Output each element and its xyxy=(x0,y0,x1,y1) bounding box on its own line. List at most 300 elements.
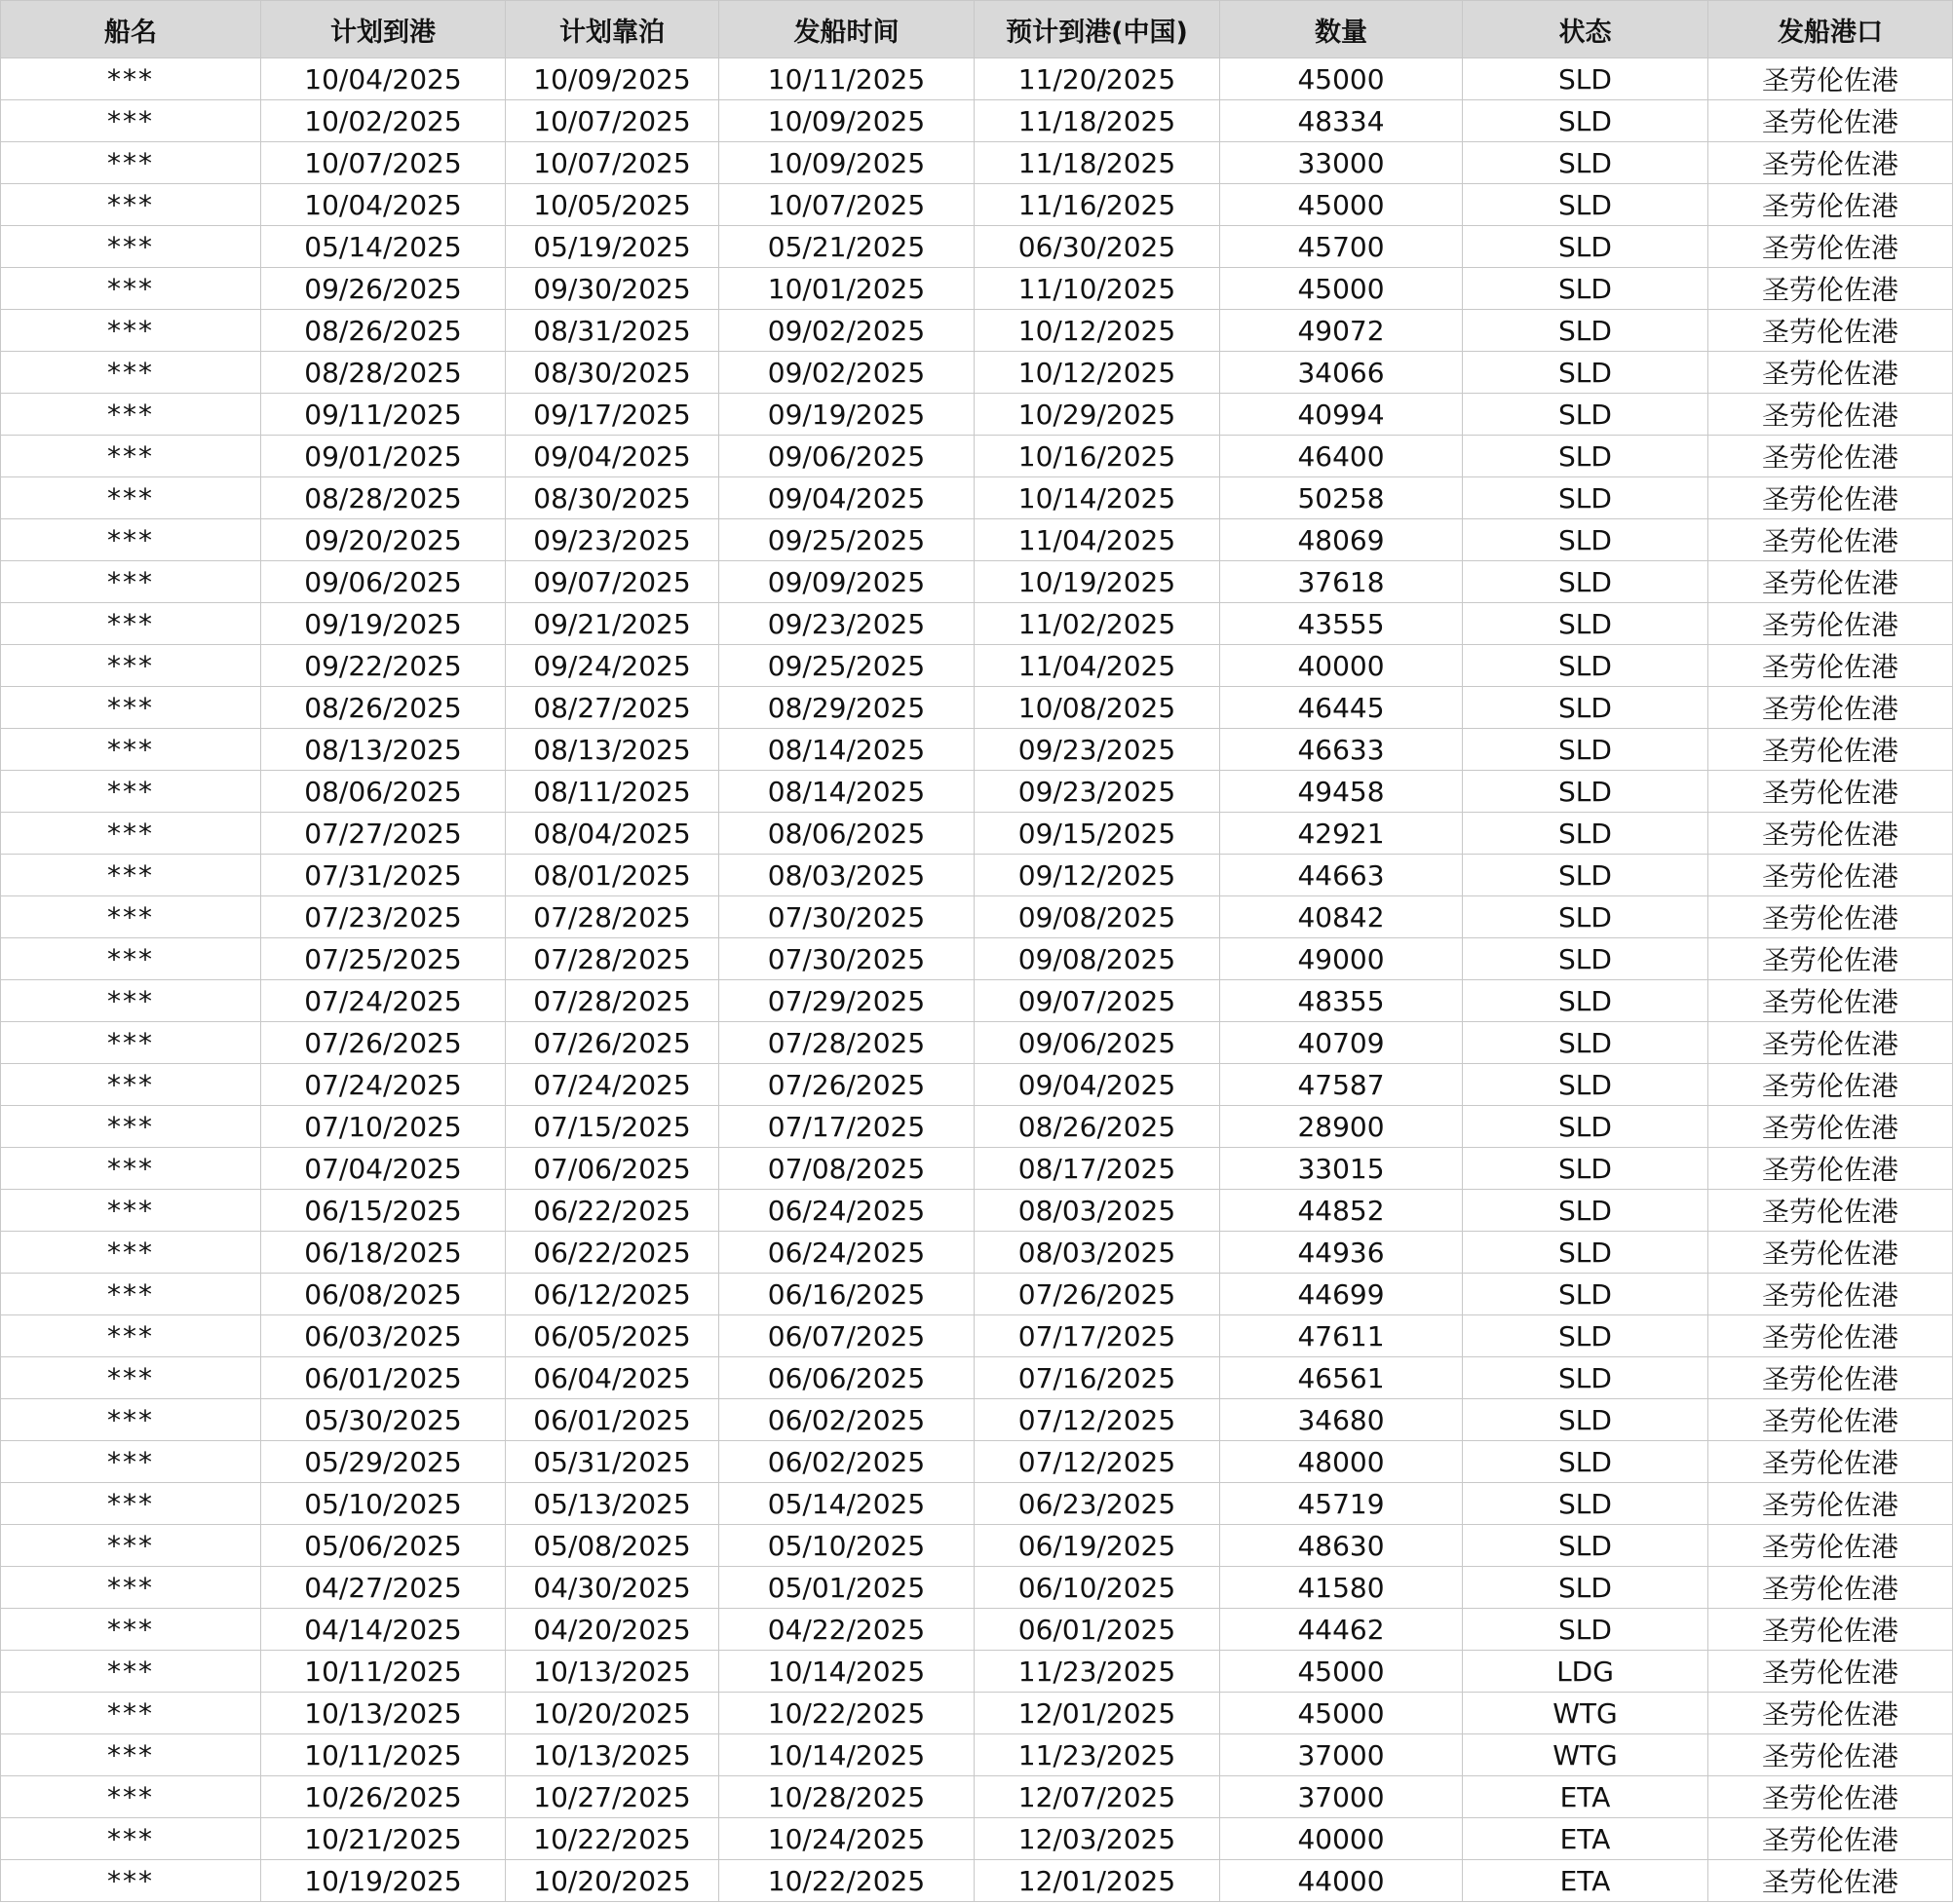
cell-eta-china: 06/10/2025 xyxy=(975,1567,1220,1609)
cell-departure-time: 10/11/2025 xyxy=(719,58,975,100)
cell-ship-name: *** xyxy=(1,645,261,687)
cell-planned-arrival: 05/30/2025 xyxy=(261,1399,506,1441)
cell-planned-arrival: 09/19/2025 xyxy=(261,603,506,645)
header-ship-name: 船名 xyxy=(1,1,261,58)
table-row xyxy=(1,1357,1953,1399)
cell-ship-name: *** xyxy=(1,1860,261,1902)
cell-planned-berth: 06/05/2025 xyxy=(506,1315,719,1357)
cell-planned-arrival: 06/08/2025 xyxy=(261,1274,506,1315)
cell-departure-port: 圣劳伦佐港 xyxy=(1708,561,1953,603)
cell-quantity: 45000 xyxy=(1220,1651,1463,1693)
cell-eta-china: 08/26/2025 xyxy=(975,1106,1220,1148)
cell-planned-arrival: 09/01/2025 xyxy=(261,436,506,477)
cell-ship-name: *** xyxy=(1,1441,261,1483)
cell-departure-time: 09/02/2025 xyxy=(719,310,975,352)
cell-status: SLD xyxy=(1463,142,1708,184)
cell-planned-berth: 05/08/2025 xyxy=(506,1525,719,1567)
table-row xyxy=(1,1274,1953,1315)
cell-status: SLD xyxy=(1463,519,1708,561)
table-row xyxy=(1,645,1953,687)
cell-quantity: 45000 xyxy=(1220,1693,1463,1734)
cell-planned-arrival: 07/04/2025 xyxy=(261,1148,506,1190)
cell-departure-time: 10/09/2025 xyxy=(719,100,975,142)
cell-departure-port: 圣劳伦佐港 xyxy=(1708,1818,1953,1860)
cell-planned-arrival: 08/13/2025 xyxy=(261,729,506,771)
cell-planned-arrival: 06/18/2025 xyxy=(261,1232,506,1274)
cell-ship-name: *** xyxy=(1,896,261,938)
cell-status: SLD xyxy=(1463,1609,1708,1651)
cell-planned-berth: 10/22/2025 xyxy=(506,1818,719,1860)
cell-planned-berth: 07/28/2025 xyxy=(506,980,719,1022)
table-row xyxy=(1,1818,1953,1860)
table-row xyxy=(1,352,1953,394)
cell-quantity: 34066 xyxy=(1220,352,1463,394)
cell-departure-port: 圣劳伦佐港 xyxy=(1708,1776,1953,1818)
cell-departure-port: 圣劳伦佐港 xyxy=(1708,1567,1953,1609)
cell-planned-berth: 07/28/2025 xyxy=(506,896,719,938)
cell-quantity: 48000 xyxy=(1220,1441,1463,1483)
cell-quantity: 48069 xyxy=(1220,519,1463,561)
cell-planned-arrival: 08/28/2025 xyxy=(261,352,506,394)
cell-status: SLD xyxy=(1463,1190,1708,1232)
cell-planned-berth: 09/21/2025 xyxy=(506,603,719,645)
cell-quantity: 48630 xyxy=(1220,1525,1463,1567)
cell-departure-port: 圣劳伦佐港 xyxy=(1708,1693,1953,1734)
cell-status: LDG xyxy=(1463,1651,1708,1693)
table-row xyxy=(1,980,1953,1022)
cell-planned-arrival: 08/26/2025 xyxy=(261,687,506,729)
cell-ship-name: *** xyxy=(1,1483,261,1525)
cell-status: SLD xyxy=(1463,394,1708,436)
cell-ship-name: *** xyxy=(1,1315,261,1357)
cell-ship-name: *** xyxy=(1,394,261,436)
cell-status: SLD xyxy=(1463,1525,1708,1567)
cell-status: SLD xyxy=(1463,1022,1708,1064)
cell-ship-name: *** xyxy=(1,938,261,980)
cell-departure-time: 10/01/2025 xyxy=(719,268,975,310)
cell-departure-port: 圣劳伦佐港 xyxy=(1708,855,1953,896)
cell-planned-arrival: 04/14/2025 xyxy=(261,1609,506,1651)
cell-ship-name: *** xyxy=(1,1399,261,1441)
cell-departure-time: 06/16/2025 xyxy=(719,1274,975,1315)
cell-departure-port: 圣劳伦佐港 xyxy=(1708,1525,1953,1567)
cell-eta-china: 09/23/2025 xyxy=(975,729,1220,771)
cell-eta-china: 11/18/2025 xyxy=(975,142,1220,184)
cell-status: SLD xyxy=(1463,226,1708,268)
cell-eta-china: 11/20/2025 xyxy=(975,58,1220,100)
cell-eta-china: 09/07/2025 xyxy=(975,980,1220,1022)
cell-eta-china: 12/03/2025 xyxy=(975,1818,1220,1860)
cell-departure-time: 07/30/2025 xyxy=(719,938,975,980)
cell-planned-berth: 07/26/2025 xyxy=(506,1022,719,1064)
table-row xyxy=(1,1399,1953,1441)
table-row xyxy=(1,1232,1953,1274)
cell-planned-arrival: 07/24/2025 xyxy=(261,1064,506,1106)
cell-planned-berth: 10/20/2025 xyxy=(506,1693,719,1734)
cell-planned-arrival: 09/26/2025 xyxy=(261,268,506,310)
cell-eta-china: 11/23/2025 xyxy=(975,1651,1220,1693)
cell-planned-berth: 07/06/2025 xyxy=(506,1148,719,1190)
cell-planned-arrival: 09/06/2025 xyxy=(261,561,506,603)
cell-eta-china: 12/01/2025 xyxy=(975,1693,1220,1734)
table-row xyxy=(1,1190,1953,1232)
cell-departure-port: 圣劳伦佐港 xyxy=(1708,142,1953,184)
table-row xyxy=(1,1064,1953,1106)
cell-status: SLD xyxy=(1463,1148,1708,1190)
cell-departure-port: 圣劳伦佐港 xyxy=(1708,184,1953,226)
cell-departure-port: 圣劳伦佐港 xyxy=(1708,687,1953,729)
cell-departure-time: 10/07/2025 xyxy=(719,184,975,226)
cell-quantity: 45700 xyxy=(1220,226,1463,268)
cell-eta-china: 10/16/2025 xyxy=(975,436,1220,477)
cell-departure-port: 圣劳伦佐港 xyxy=(1708,771,1953,813)
cell-departure-time: 06/07/2025 xyxy=(719,1315,975,1357)
cell-eta-china: 11/23/2025 xyxy=(975,1734,1220,1776)
cell-departure-time: 05/01/2025 xyxy=(719,1567,975,1609)
cell-status: SLD xyxy=(1463,1274,1708,1315)
cell-departure-port: 圣劳伦佐港 xyxy=(1708,729,1953,771)
cell-quantity: 48355 xyxy=(1220,980,1463,1022)
cell-eta-china: 07/12/2025 xyxy=(975,1441,1220,1483)
cell-planned-arrival: 06/03/2025 xyxy=(261,1315,506,1357)
cell-quantity: 45719 xyxy=(1220,1483,1463,1525)
cell-quantity: 41580 xyxy=(1220,1567,1463,1609)
cell-eta-china: 09/23/2025 xyxy=(975,771,1220,813)
table-row xyxy=(1,1776,1953,1818)
table-row xyxy=(1,896,1953,938)
cell-planned-berth: 10/27/2025 xyxy=(506,1776,719,1818)
cell-departure-time: 05/14/2025 xyxy=(719,1483,975,1525)
table-row xyxy=(1,226,1953,268)
cell-eta-china: 11/16/2025 xyxy=(975,184,1220,226)
header-eta-china: 预计到港(中国) xyxy=(975,1,1220,58)
cell-ship-name: *** xyxy=(1,184,261,226)
cell-quantity: 40842 xyxy=(1220,896,1463,938)
table-row xyxy=(1,771,1953,813)
cell-planned-berth: 08/01/2025 xyxy=(506,855,719,896)
cell-planned-berth: 06/12/2025 xyxy=(506,1274,719,1315)
cell-quantity: 40000 xyxy=(1220,1818,1463,1860)
cell-status: SLD xyxy=(1463,1441,1708,1483)
table-row xyxy=(1,1609,1953,1651)
cell-eta-china: 06/23/2025 xyxy=(975,1483,1220,1525)
cell-quantity: 43555 xyxy=(1220,603,1463,645)
cell-planned-berth: 06/22/2025 xyxy=(506,1190,719,1232)
cell-departure-time: 06/24/2025 xyxy=(719,1190,975,1232)
cell-quantity: 44852 xyxy=(1220,1190,1463,1232)
table-row xyxy=(1,519,1953,561)
cell-eta-china: 07/17/2025 xyxy=(975,1315,1220,1357)
table-row xyxy=(1,1441,1953,1483)
cell-eta-china: 09/08/2025 xyxy=(975,896,1220,938)
cell-planned-arrival: 07/24/2025 xyxy=(261,980,506,1022)
cell-status: SLD xyxy=(1463,603,1708,645)
table-row xyxy=(1,1315,1953,1357)
cell-planned-berth: 07/24/2025 xyxy=(506,1064,719,1106)
table-row xyxy=(1,813,1953,855)
cell-quantity: 40709 xyxy=(1220,1022,1463,1064)
cell-eta-china: 11/04/2025 xyxy=(975,519,1220,561)
cell-planned-berth: 08/11/2025 xyxy=(506,771,719,813)
cell-departure-port: 圣劳伦佐港 xyxy=(1708,1022,1953,1064)
cell-departure-port: 圣劳伦佐港 xyxy=(1708,1651,1953,1693)
cell-ship-name: *** xyxy=(1,1734,261,1776)
cell-eta-china: 09/08/2025 xyxy=(975,938,1220,980)
cell-eta-china: 11/04/2025 xyxy=(975,645,1220,687)
cell-departure-port: 圣劳伦佐港 xyxy=(1708,1734,1953,1776)
cell-eta-china: 09/06/2025 xyxy=(975,1022,1220,1064)
cell-planned-berth: 08/27/2025 xyxy=(506,687,719,729)
table-row xyxy=(1,1651,1953,1693)
cell-departure-time: 04/22/2025 xyxy=(719,1609,975,1651)
cell-departure-time: 08/14/2025 xyxy=(719,771,975,813)
table-row xyxy=(1,729,1953,771)
cell-planned-arrival: 10/11/2025 xyxy=(261,1734,506,1776)
cell-departure-time: 06/06/2025 xyxy=(719,1357,975,1399)
cell-planned-berth: 10/20/2025 xyxy=(506,1860,719,1902)
cell-quantity: 46633 xyxy=(1220,729,1463,771)
cell-departure-time: 10/14/2025 xyxy=(719,1734,975,1776)
cell-departure-port: 圣劳伦佐港 xyxy=(1708,1483,1953,1525)
cell-departure-port: 圣劳伦佐港 xyxy=(1708,1357,1953,1399)
cell-planned-berth: 09/04/2025 xyxy=(506,436,719,477)
cell-planned-arrival: 09/20/2025 xyxy=(261,519,506,561)
table-row xyxy=(1,310,1953,352)
header-row xyxy=(1,1,1953,58)
cell-eta-china: 10/12/2025 xyxy=(975,310,1220,352)
cell-status: SLD xyxy=(1463,855,1708,896)
cell-planned-berth: 10/07/2025 xyxy=(506,100,719,142)
cell-planned-arrival: 08/28/2025 xyxy=(261,477,506,519)
table-row xyxy=(1,1525,1953,1567)
cell-status: SLD xyxy=(1463,1567,1708,1609)
cell-departure-port: 圣劳伦佐港 xyxy=(1708,1064,1953,1106)
cell-quantity: 46400 xyxy=(1220,436,1463,477)
cell-status: SLD xyxy=(1463,268,1708,310)
cell-ship-name: *** xyxy=(1,1148,261,1190)
cell-quantity: 40000 xyxy=(1220,645,1463,687)
cell-ship-name: *** xyxy=(1,813,261,855)
cell-planned-arrival: 10/02/2025 xyxy=(261,100,506,142)
cell-planned-arrival: 05/29/2025 xyxy=(261,1441,506,1483)
cell-departure-time: 10/22/2025 xyxy=(719,1860,975,1902)
cell-eta-china: 10/19/2025 xyxy=(975,561,1220,603)
cell-departure-port: 圣劳伦佐港 xyxy=(1708,813,1953,855)
cell-ship-name: *** xyxy=(1,1064,261,1106)
cell-status: SLD xyxy=(1463,1232,1708,1274)
cell-status: WTG xyxy=(1463,1734,1708,1776)
cell-ship-name: *** xyxy=(1,519,261,561)
cell-departure-time: 05/10/2025 xyxy=(719,1525,975,1567)
cell-departure-time: 10/09/2025 xyxy=(719,142,975,184)
cell-quantity: 34680 xyxy=(1220,1399,1463,1441)
header-planned-berth: 计划靠泊 xyxy=(506,1,719,58)
cell-ship-name: *** xyxy=(1,980,261,1022)
cell-ship-name: *** xyxy=(1,687,261,729)
table-row xyxy=(1,938,1953,980)
cell-quantity: 47587 xyxy=(1220,1064,1463,1106)
cell-departure-port: 圣劳伦佐港 xyxy=(1708,1232,1953,1274)
table-row xyxy=(1,436,1953,477)
table-row xyxy=(1,268,1953,310)
cell-departure-port: 圣劳伦佐港 xyxy=(1708,896,1953,938)
cell-status: SLD xyxy=(1463,687,1708,729)
cell-quantity: 48334 xyxy=(1220,100,1463,142)
cell-eta-china: 12/07/2025 xyxy=(975,1776,1220,1818)
cell-status: SLD xyxy=(1463,729,1708,771)
cell-departure-port: 圣劳伦佐港 xyxy=(1708,1106,1953,1148)
cell-quantity: 47611 xyxy=(1220,1315,1463,1357)
cell-ship-name: *** xyxy=(1,1609,261,1651)
cell-planned-arrival: 05/10/2025 xyxy=(261,1483,506,1525)
cell-departure-port: 圣劳伦佐港 xyxy=(1708,436,1953,477)
cell-departure-time: 07/29/2025 xyxy=(719,980,975,1022)
cell-status: SLD xyxy=(1463,1064,1708,1106)
cell-status: SLD xyxy=(1463,58,1708,100)
cell-planned-berth: 08/13/2025 xyxy=(506,729,719,771)
cell-eta-china: 12/01/2025 xyxy=(975,1860,1220,1902)
cell-planned-arrival: 07/27/2025 xyxy=(261,813,506,855)
cell-eta-china: 08/03/2025 xyxy=(975,1190,1220,1232)
cell-ship-name: *** xyxy=(1,58,261,100)
cell-departure-time: 10/28/2025 xyxy=(719,1776,975,1818)
cell-planned-arrival: 07/31/2025 xyxy=(261,855,506,896)
cell-eta-china: 08/17/2025 xyxy=(975,1148,1220,1190)
cell-quantity: 45000 xyxy=(1220,184,1463,226)
cell-departure-time: 08/29/2025 xyxy=(719,687,975,729)
cell-ship-name: *** xyxy=(1,1818,261,1860)
cell-departure-time: 08/03/2025 xyxy=(719,855,975,896)
cell-departure-port: 圣劳伦佐港 xyxy=(1708,1609,1953,1651)
cell-departure-time: 07/28/2025 xyxy=(719,1022,975,1064)
cell-planned-berth: 09/24/2025 xyxy=(506,645,719,687)
cell-planned-berth: 10/07/2025 xyxy=(506,142,719,184)
header-departure-time: 发船时间 xyxy=(719,1,975,58)
header-status: 状态 xyxy=(1463,1,1708,58)
cell-departure-time: 09/19/2025 xyxy=(719,394,975,436)
cell-ship-name: *** xyxy=(1,561,261,603)
cell-planned-berth: 09/07/2025 xyxy=(506,561,719,603)
cell-departure-time: 05/21/2025 xyxy=(719,226,975,268)
table-row xyxy=(1,100,1953,142)
cell-planned-arrival: 08/26/2025 xyxy=(261,310,506,352)
cell-status: SLD xyxy=(1463,1106,1708,1148)
cell-status: SLD xyxy=(1463,645,1708,687)
cell-departure-time: 09/25/2025 xyxy=(719,645,975,687)
cell-ship-name: *** xyxy=(1,1190,261,1232)
table-row xyxy=(1,394,1953,436)
cell-quantity: 50258 xyxy=(1220,477,1463,519)
cell-eta-china: 10/08/2025 xyxy=(975,687,1220,729)
cell-planned-berth: 08/30/2025 xyxy=(506,477,719,519)
cell-status: SLD xyxy=(1463,561,1708,603)
cell-ship-name: *** xyxy=(1,268,261,310)
cell-planned-berth: 10/05/2025 xyxy=(506,184,719,226)
cell-departure-time: 08/06/2025 xyxy=(719,813,975,855)
cell-planned-berth: 04/20/2025 xyxy=(506,1609,719,1651)
cell-departure-time: 07/26/2025 xyxy=(719,1064,975,1106)
table-row xyxy=(1,603,1953,645)
cell-departure-port: 圣劳伦佐港 xyxy=(1708,226,1953,268)
cell-planned-arrival: 10/11/2025 xyxy=(261,1651,506,1693)
cell-planned-berth: 09/17/2025 xyxy=(506,394,719,436)
cell-quantity: 44699 xyxy=(1220,1274,1463,1315)
cell-quantity: 49000 xyxy=(1220,938,1463,980)
cell-status: SLD xyxy=(1463,1483,1708,1525)
table-row xyxy=(1,855,1953,896)
cell-departure-time: 10/14/2025 xyxy=(719,1651,975,1693)
cell-planned-berth: 08/30/2025 xyxy=(506,352,719,394)
cell-planned-arrival: 07/25/2025 xyxy=(261,938,506,980)
cell-quantity: 46445 xyxy=(1220,687,1463,729)
table-row xyxy=(1,142,1953,184)
cell-ship-name: *** xyxy=(1,142,261,184)
cell-quantity: 37000 xyxy=(1220,1776,1463,1818)
cell-status: SLD xyxy=(1463,813,1708,855)
cell-quantity: 44462 xyxy=(1220,1609,1463,1651)
cell-departure-time: 07/30/2025 xyxy=(719,896,975,938)
cell-quantity: 46561 xyxy=(1220,1357,1463,1399)
cell-status: SLD xyxy=(1463,1357,1708,1399)
header-planned-arrival: 计划到港 xyxy=(261,1,506,58)
cell-eta-china: 10/12/2025 xyxy=(975,352,1220,394)
cell-planned-arrival: 09/22/2025 xyxy=(261,645,506,687)
cell-departure-port: 圣劳伦佐港 xyxy=(1708,980,1953,1022)
table-header xyxy=(1,1,1953,58)
cell-status: SLD xyxy=(1463,352,1708,394)
cell-departure-time: 09/09/2025 xyxy=(719,561,975,603)
cell-ship-name: *** xyxy=(1,1106,261,1148)
cell-eta-china: 06/30/2025 xyxy=(975,226,1220,268)
cell-planned-berth: 06/04/2025 xyxy=(506,1357,719,1399)
cell-planned-arrival: 07/26/2025 xyxy=(261,1022,506,1064)
cell-departure-port: 圣劳伦佐港 xyxy=(1708,394,1953,436)
cell-status: SLD xyxy=(1463,436,1708,477)
cell-departure-port: 圣劳伦佐港 xyxy=(1708,1190,1953,1232)
cell-departure-port: 圣劳伦佐港 xyxy=(1708,310,1953,352)
cell-planned-arrival: 10/21/2025 xyxy=(261,1818,506,1860)
cell-quantity: 33015 xyxy=(1220,1148,1463,1190)
cell-departure-time: 07/08/2025 xyxy=(719,1148,975,1190)
cell-ship-name: *** xyxy=(1,1776,261,1818)
cell-status: SLD xyxy=(1463,184,1708,226)
cell-departure-time: 09/02/2025 xyxy=(719,352,975,394)
cell-ship-name: *** xyxy=(1,310,261,352)
cell-departure-port: 圣劳伦佐港 xyxy=(1708,938,1953,980)
cell-eta-china: 11/02/2025 xyxy=(975,603,1220,645)
table-row xyxy=(1,1483,1953,1525)
cell-departure-time: 10/22/2025 xyxy=(719,1693,975,1734)
cell-status: SLD xyxy=(1463,477,1708,519)
cell-status: ETA xyxy=(1463,1776,1708,1818)
table-body xyxy=(1,58,1953,1902)
cell-planned-berth: 08/31/2025 xyxy=(506,310,719,352)
cell-eta-china: 09/04/2025 xyxy=(975,1064,1220,1106)
cell-departure-time: 07/17/2025 xyxy=(719,1106,975,1148)
cell-planned-berth: 04/30/2025 xyxy=(506,1567,719,1609)
cell-eta-china: 07/12/2025 xyxy=(975,1399,1220,1441)
cell-status: SLD xyxy=(1463,938,1708,980)
cell-departure-port: 圣劳伦佐港 xyxy=(1708,1148,1953,1190)
cell-eta-china: 06/01/2025 xyxy=(975,1609,1220,1651)
cell-quantity: 44663 xyxy=(1220,855,1463,896)
cell-eta-china: 07/26/2025 xyxy=(975,1274,1220,1315)
table-row xyxy=(1,1860,1953,1902)
cell-ship-name: *** xyxy=(1,1651,261,1693)
cell-quantity: 42921 xyxy=(1220,813,1463,855)
cell-planned-arrival: 10/07/2025 xyxy=(261,142,506,184)
cell-planned-berth: 08/04/2025 xyxy=(506,813,719,855)
